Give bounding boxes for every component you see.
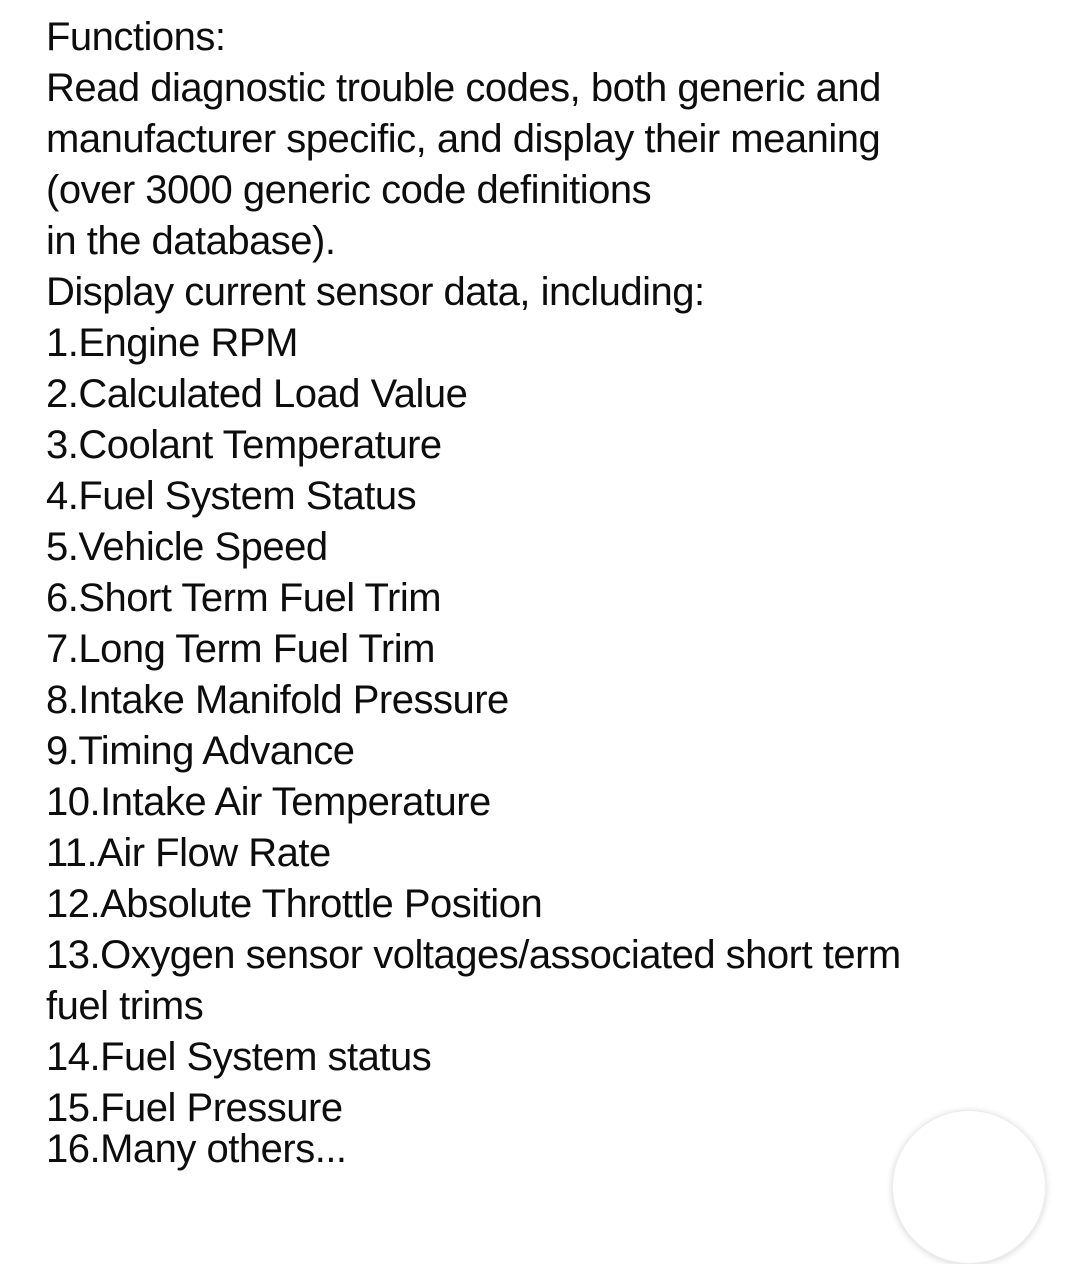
- text-line: Display current sensor data, including:: [46, 270, 705, 314]
- description-text: [0, 12, 1080, 1134]
- text-line: 8.Intake Manifold Pressure: [46, 678, 509, 722]
- clipped-text-line: 16.Many others...: [46, 1127, 347, 1171]
- text-line: 12.Absolute Throttle Position: [46, 882, 543, 926]
- floating-action-button[interactable]: [892, 1110, 1046, 1264]
- text-line: 2.Calculated Load Value: [46, 372, 468, 416]
- text-line: 5.Vehicle Speed: [46, 525, 328, 569]
- text-line: Functions:: [46, 15, 226, 59]
- text-line: 1.Engine RPM: [46, 321, 298, 365]
- text-line: 6.Short Term Fuel Trim: [46, 576, 442, 620]
- text-line: 9.Timing Advance: [46, 729, 355, 773]
- text-line: 4.Fuel System Status: [46, 474, 417, 518]
- text-line: manufacturer specific, and display their meaning: [46, 117, 881, 161]
- text-line: fuel trims: [46, 984, 204, 1028]
- text-line: 13.Oxygen sensor voltages/associated short term: [46, 933, 901, 977]
- text-line: 14.Fuel System status: [46, 1035, 432, 1079]
- text-line: 11.Air Flow Rate: [46, 831, 331, 875]
- text-line: 7.Long Term Fuel Trim: [46, 627, 435, 671]
- text-line: in the database).: [46, 219, 336, 263]
- text-line: Read diagnostic trouble codes, both generic and: [46, 66, 881, 110]
- text-line: (over 3000 generic code definitions: [46, 168, 652, 212]
- text-line: 15.Fuel Pressure: [46, 1086, 343, 1130]
- text-line: 3.Coolant Temperature: [46, 423, 442, 467]
- text-line: 10.Intake Air Temperature: [46, 780, 491, 824]
